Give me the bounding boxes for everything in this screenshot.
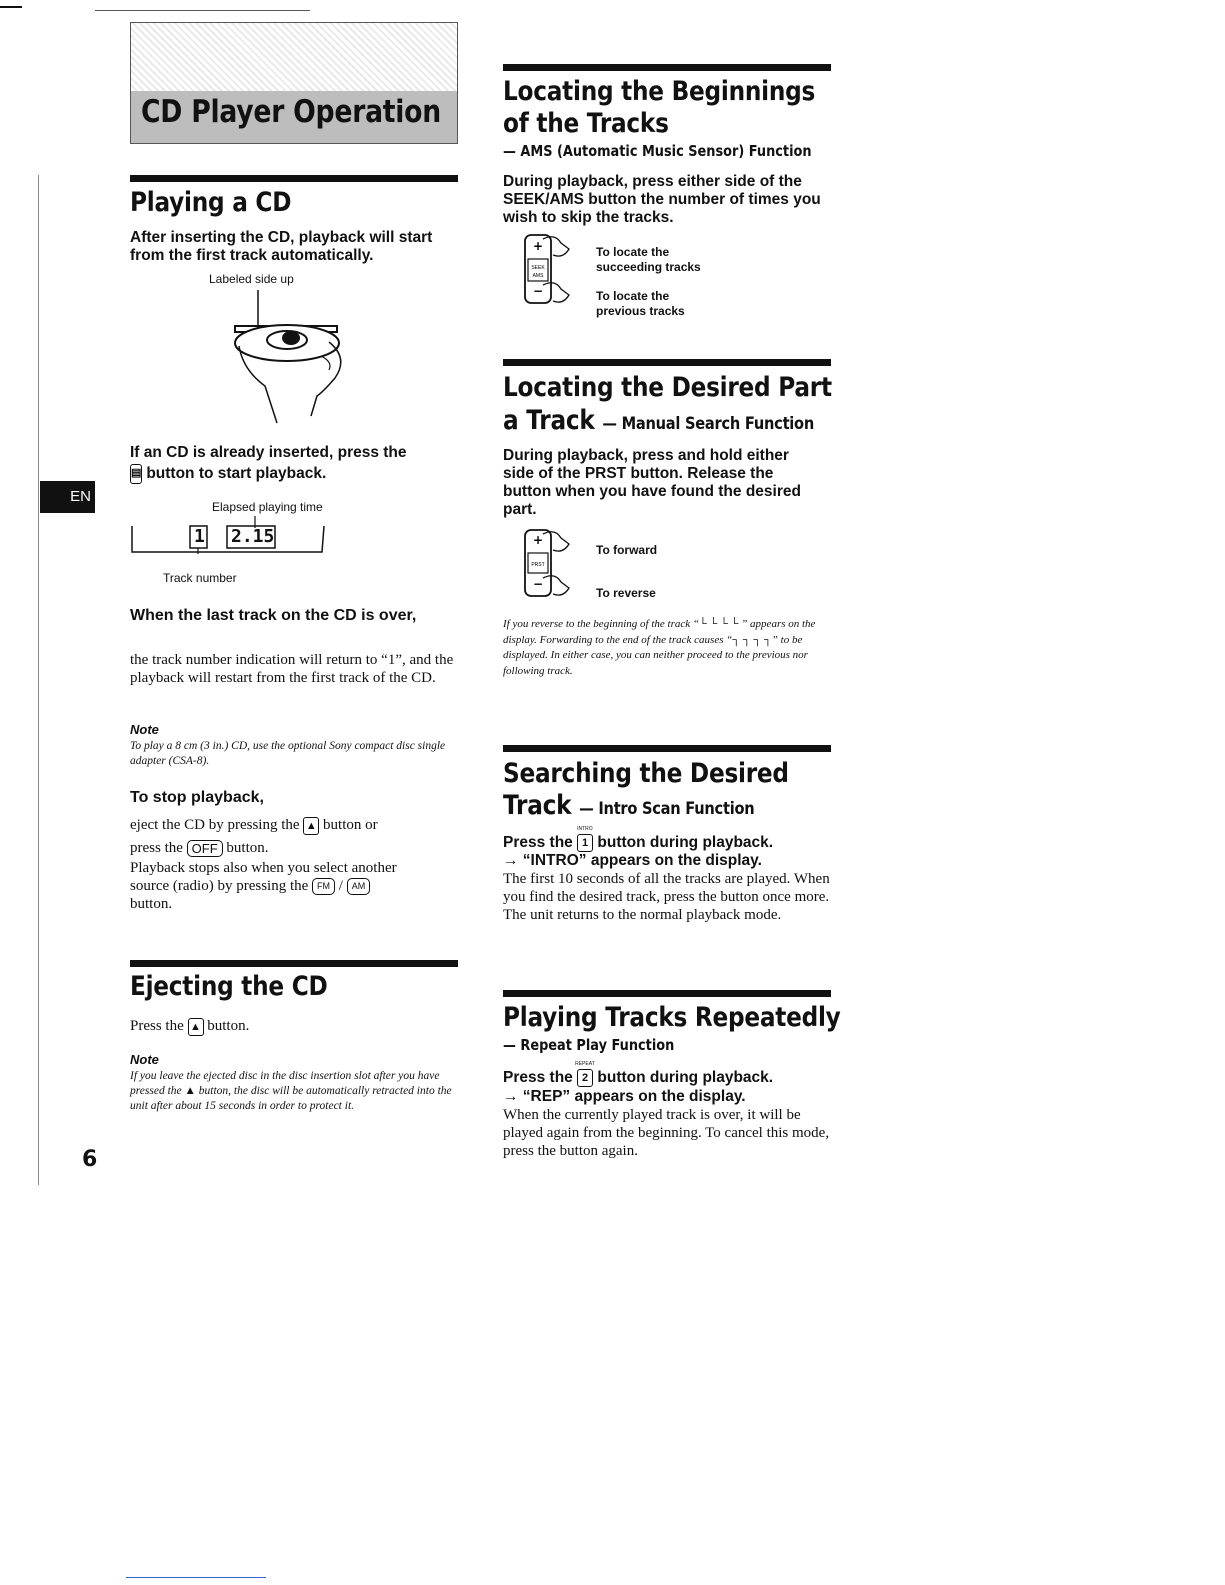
already-inserted-line2: [130, 464, 460, 484]
already-inserted-line1: [130, 444, 460, 462]
stop-line-3: Playback stops also when you select another: [130, 860, 397, 876]
ams-next-label: [596, 245, 701, 275]
disc-insert-illustration: [225, 288, 355, 428]
heading-intro-line2-main: Track: [503, 790, 572, 821]
off-button-key: OFF: [187, 840, 223, 857]
ams-lead: During playback, press either side of the SEEK/AMS button the number of times you wish to skip the tracks.: [503, 173, 821, 226]
heading-manual-line2-sub: — Manual Search Function: [602, 414, 814, 434]
repeat-lead: [503, 1061, 833, 1087]
repeat-lead-b: button during playback.: [597, 1069, 774, 1087]
ams-prev-label-2: previous tracks: [596, 304, 685, 318]
display-illustration: [130, 514, 328, 554]
stop-line-5: button.: [130, 896, 173, 912]
heading-repeat: Playing Tracks Repeatedly: [503, 1002, 841, 1033]
manual-lead: During playback, press and hold either side of the PRST button. Release the button when you have found the desired part.: [503, 447, 801, 518]
heading-intro-line2-sub: — Intro Scan Function: [579, 799, 755, 819]
eject-note-body: If you leave the ejected disc in the disc insertion slot after you have pressed the ▲ button, the disc will be automatically retracted into the unit after about 15 seconds in order to protect it.: [130, 1070, 452, 1112]
stop-line-2b: button.: [226, 840, 269, 856]
stop-line-4b: /: [338, 878, 343, 894]
banner-title: CD Player Operation: [141, 94, 441, 130]
eject-body-b: button.: [207, 1018, 250, 1034]
left-margin-line: [38, 175, 39, 1185]
repeat-button-key: 2: [577, 1069, 593, 1087]
top-stray-rule-2: [95, 10, 310, 11]
rule-repeat: [503, 990, 831, 997]
manual-reverse-label: To reverse: [596, 586, 656, 600]
eject-note-heading: Note: [130, 1052, 159, 1067]
intro-body: The first 10 seconds of all the tracks are played. When you find the desired track, press the button once more. The unit returns to the normal playback mode.: [503, 871, 830, 923]
manual-note: If you reverse to the beginning of the track “└ └ └ └ ” appears on the display. Forwarding to the end of the track causes “┐ ┐ ┐ ┐” to be displayed. In either case, you can neither proceed to the previous nor following track.: [503, 618, 816, 677]
heading-ams-line2: of the Tracks: [503, 108, 669, 139]
stop-line-1: [130, 816, 460, 835]
svg-text:PRST: PRST: [531, 562, 545, 568]
ams-prev-label-1: To locate the: [596, 289, 670, 303]
eject-body: [130, 1017, 249, 1036]
cd-button-icon: ▤: [130, 464, 142, 484]
playing-note-heading: Note: [130, 722, 159, 737]
svg-text:−: −: [532, 284, 544, 298]
section-banner: [130, 22, 458, 144]
svg-text:+: +: [532, 533, 544, 547]
svg-text:SEEK: SEEK: [531, 265, 545, 271]
stop-line-4a: source (radio) by pressing the: [130, 878, 309, 894]
stop-heading: To stop playback,: [130, 789, 264, 806]
ams-next-label-1: To locate the: [596, 245, 670, 259]
last-track-heading: When the last track on the CD is over,: [130, 607, 417, 624]
already-inserted-suffix: button to start playback.: [146, 465, 327, 483]
repeat-lead-2: → “REP” appears on the display.: [503, 1088, 746, 1105]
prst-button-illustration: [523, 528, 593, 608]
heading-manual-line2: [503, 405, 814, 440]
stop-line-2: [130, 839, 460, 857]
rule-playing: [130, 175, 458, 182]
display-elapsed-time: 2.15: [231, 526, 275, 547]
top-stray-rule: [0, 6, 22, 8]
ams-next-label-2: succeeding tracks: [596, 260, 701, 274]
heading-ams-line1: Locating the Beginnings: [503, 76, 816, 107]
ams-subtitle: — AMS (Automatic Music Sensor) Function: [503, 142, 812, 160]
disc-label: Labeled side up: [209, 272, 294, 286]
already-inserted-prefix: If an CD is already inserted, press the: [130, 444, 407, 461]
rule-eject: [130, 960, 458, 967]
playing-lead: After inserting the CD, playback will start from the first track automatically.: [130, 229, 433, 264]
display-track-digit: 1: [194, 526, 205, 547]
stop-line-1b: button or: [323, 817, 378, 833]
playing-note-body: To play a 8 cm (3 in.) CD, use the optional Sony compact disc single adapter (CSA-8).: [130, 740, 446, 767]
intro-lead-2: → “INTRO” appears on the display.: [503, 852, 762, 869]
heading-intro-line2: [503, 790, 754, 825]
last-track-body: the track number indication will return to “1”, and the playback will restart from the first track of the CD.: [130, 652, 454, 686]
heading-manual-line1: Locating the Desired Part: [503, 372, 832, 403]
eject-button-icon-2: ▲: [188, 1018, 204, 1036]
repeat-subtitle: — Repeat Play Function: [503, 1036, 675, 1054]
eject-body-a: Press the: [130, 1018, 184, 1034]
fm-button-icon: FM: [312, 878, 335, 895]
language-tab-label: EN: [70, 488, 91, 505]
stop-line-1a: eject the CD by pressing the: [130, 817, 300, 833]
stop-line-4: [130, 877, 470, 895]
intro-lead-a: Press the: [503, 834, 573, 852]
seek-ams-button-illustration: [523, 233, 593, 323]
ams-prev-label: [596, 289, 685, 319]
display-frame: [130, 514, 328, 554]
eject-button-icon: ▲: [303, 817, 319, 835]
rule-intro: [503, 745, 831, 752]
stop-line-2a: press the: [130, 840, 183, 856]
rule-manual: [503, 359, 831, 366]
svg-text:AMS: AMS: [532, 273, 544, 279]
intro-button-key: 1: [577, 834, 593, 852]
heading-intro-line1: Searching the Desired: [503, 758, 789, 789]
bottom-stray-rule: [126, 1577, 266, 1578]
svg-text:−: −: [532, 577, 544, 591]
svg-text:+: +: [532, 239, 544, 253]
manual-forward-label: To forward: [596, 543, 658, 557]
elapsed-label: Elapsed playing time: [212, 500, 323, 514]
language-tab: [40, 481, 95, 513]
heading-playing-a-cd: Playing a CD: [130, 187, 292, 218]
repeat-key-caption: REPEAT: [575, 1061, 595, 1067]
intro-lead-b: button during playback.: [597, 834, 774, 852]
page-number: 6: [82, 1147, 98, 1172]
intro-key-caption: INTRO: [577, 826, 593, 832]
rule-ams: [503, 64, 831, 71]
heading-manual-line2-main: a Track: [503, 405, 595, 436]
intro-lead: [503, 826, 833, 852]
heading-ejecting-the-cd: Ejecting the CD: [130, 971, 328, 1002]
repeat-body: When the currently played track is over, it will be played again from the beginning. To cancel this mode, press the button again.: [503, 1107, 830, 1159]
am-button-icon: AM: [347, 878, 371, 895]
track-number-label: Track number: [163, 571, 237, 585]
repeat-lead-a: Press the: [503, 1069, 573, 1087]
